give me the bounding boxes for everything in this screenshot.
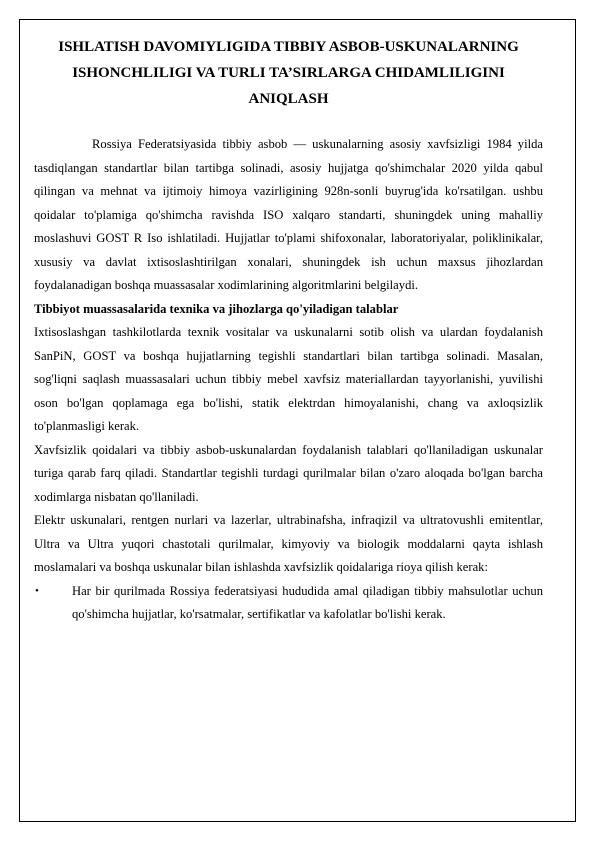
bullet-icon: • <box>35 584 39 597</box>
body-paragraph: Ixtisoslashgan tashkilotlarda texnik vositalar va uskunalarni sotib olish va ulardan foydalanish SanPiN, GOST va boshqa hujjatlarning tegishli standartlari bilan tartibga solinadi. Masalan, sog'liqni saqlash muassasalari uchun tibbiy mebel xavfsiz materiallardan tayyorlanishi, yuvilishi oson bo'lgan qoplamaga ega bo'lishi, statik elektrdan himoyalanishi, chang va axloqsizlik to'planmasligi kerak. <box>34 325 543 433</box>
list-item <box>34 580 543 627</box>
bullet-list <box>34 580 543 627</box>
document-body <box>34 34 543 627</box>
intro-paragraph: Rossiya Federatsiyasida tibbiy asbob — uskunalarning asosiy xavfsizligi 1984 yilda tasdiqlangan standartlar bilan tartibga solinadi, asosiy hujjatga qo'shimchalar 2020 yilda qabul qilingan va mehnat va ijtimoiy himoya vazirligining 928n-sonli buyrug'ida ko'rsatilgan. ushbu qoidalar to'plamiga qo'shimcha ravishda ISO xalqaro standarti, shuningdek uning mahalliy moslashuvi GOST R Iso ishlatiladi. Hujjatlar to'plami shifoxonalar, laboratoriyalar, poliklinikalar, xususiy va davlat ixtisoslashtirilgan xonalari, shuningdek ish uchun maxsus jihozlardan foydalanadigan boshqa muassasalar xodimlarining algoritmlarini belgilaydi. <box>34 137 543 292</box>
list-item-text: Har bir qurilmada Rossiya federatsiyasi hududida amal qiladigan tibbiy mahsulotlar uchun qo'shimcha hujjatlar, ko'rsatmalar, sertifikatlar va kafolatlar bo'lishi kerak. <box>72 583 543 621</box>
body-paragraph: Xavfsizlik qoidalari va tibbiy asbob-uskunalardan foydalanish talablari qo'llaniladigan uskunalar turiga qarab farq qiladi. Standartlar tegishli turdagi qurilmalar bilan o'zaro aloqada bo'lgan barcha xodimlarga nisbatan qo'llaniladi. <box>34 442 543 504</box>
body-paragraph: Elektr uskunalari, rentgen nurlari va lazerlar, ultrabinafsha, infraqizil va ultratovushli emitentlar, Ultra va Ultra yuqori chastotali qurilmalar, kimyoviy va biologik moddalarni qayta ishlash moslamalari va boshqa uskunalar bilan ishlashda xavfsizlik qoidalariga rioya qilish kerak: <box>34 513 543 574</box>
document-title: ISHLATISH DAVOMIYLIGIDA TIBBIY ASBOB-USKUNALARNING ISHONCHLILIGI VA TURLI TA’SIRLARGA CHIDAMLILIGINI ANIQLASH <box>58 39 519 107</box>
section-heading: Tibbiyot muassasalarida texnika va jihozlarga qo'yiladigan talablar <box>34 301 399 316</box>
